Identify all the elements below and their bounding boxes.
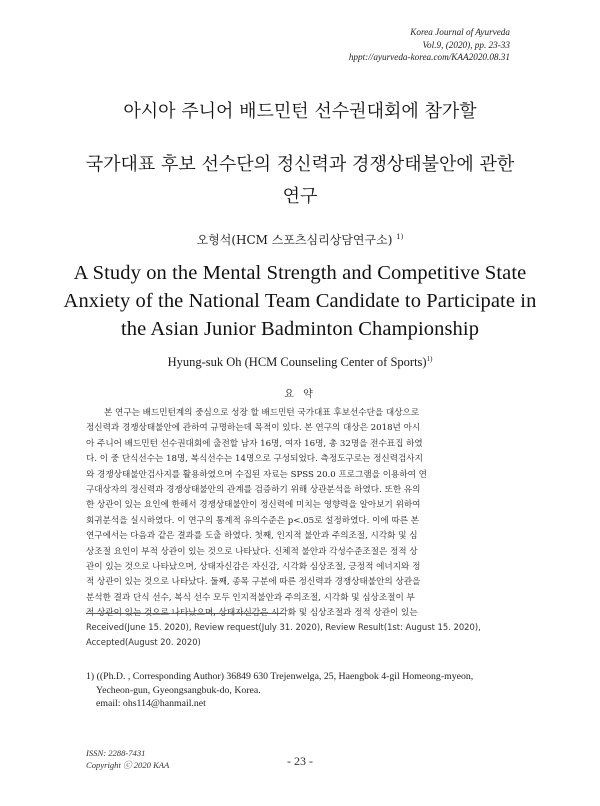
abstract-line: 한 상관이 있는 요인에 한해서 경쟁상태불안이 정신력에 미치는 영향력을 알아보기 위하여: [86, 500, 421, 511]
korean-title-line-1: 아시아 주니어 배드민턴 선수권대회에 참가할: [123, 101, 477, 122]
abstract-line: 분석한 결과 단식 선수, 복식 선수 모두 인지적불안과 주의조절, 시각화 및 심상조절이 부: [86, 592, 415, 603]
footnote-divider: [86, 613, 284, 614]
english-author-name: Hyung-suk Oh (HCM Counseling Center of Sports): [167, 355, 427, 370]
received-dates: Received(June 15. 2020), Review request(July 31. 2020), Review Result(1st: August 15. 2020), Accepted(August 20. 2020): [86, 622, 481, 647]
abstract-line: 와 경쟁상태불안검사지를 활용하였으며 수집된 자료는 SPSS 20.0 프로그램을 이용하여 연: [86, 469, 427, 480]
journal-header: [349, 26, 510, 64]
footnote-email: email: ohs114@hanmail.net: [96, 698, 206, 709]
english-title-line-2: Anxiety of the National Team Candidate to Participate in: [63, 290, 537, 312]
korean-author-mark: 1): [396, 233, 404, 241]
abstract-line: 적 상관이 있는 것으로 나타났으며, 상태자신감은 시각화 및 심상조절과 정적 상관이 있는: [86, 608, 418, 619]
abstract-line: 적 상관이 있는 것으로 나타났다. 둘째, 종목 구분에 따른 정신력과 경쟁상태불안의 상관을: [86, 577, 421, 588]
abstract-line: 상조절 요인이 부적 상관이 있는 것으로 나타났다. 신체적 불안과 각성수준조절은 정적 상: [86, 546, 418, 557]
korean-title-line-3: 연구: [282, 186, 318, 207]
english-author: [60, 355, 540, 370]
abstract-body: [86, 406, 516, 622]
english-title-line-1: A Study on the Mental Strength and Competitive State: [73, 262, 527, 284]
abstract-line: 구대상자의 정신력과 경쟁상태불안의 관계를 검증하기 위해 상관분석을 하였다. 또한 유의: [86, 485, 421, 496]
korean-author: [60, 231, 540, 248]
english-author-mark: 1): [426, 355, 433, 363]
abstract-line: 본 연구는 배드민턴계의 중심으로 성장 할 배드민턴 국가대표 후보선수단을 대상으로: [104, 408, 420, 418]
footnote-line-1: 1) ((Ph.D. , Corresponding Author) 36849 630 Trejenwelga, 25, Haengbok 4-gil Homeong-myeon,: [86, 671, 474, 682]
abstract-line: 관이 있는 것으로 나타났으며, 상태자신감은 자신감, 시각화 심상조절, 긍정적 에너지와 정: [86, 562, 421, 573]
copyright: Copyright ⓒ 2020 KAA: [86, 759, 170, 770]
journal-volume: Vol.9, (2020), pp. 23-33: [422, 39, 510, 50]
korean-title-line-2: 국가대표 후보 선수단의 정신력과 경쟁상태불안에 관한: [85, 154, 515, 175]
abstract-line: 회귀분석을 실시하였다. 이 연구의 통계적 유의수준은 p<.05로 설정하였다. 이에 따른 본: [86, 515, 420, 526]
abstract-line: 다. 이 중 단식선수는 18명, 복식선수는 14명으로 구성되었다. 측정도구로는 정신력검사지: [86, 454, 423, 465]
abstract-heading: 요 약: [284, 389, 316, 400]
footnote-line-2: Yecheon-gun, Gyeongsangbuk-do, Korea.: [96, 684, 261, 696]
journal-name: Korea Journal of Ayurveda: [410, 27, 510, 37]
page-number: - 23 -: [287, 754, 313, 768]
korean-author-name: 오형석(HCM 스포츠심리상담연구소): [196, 233, 393, 247]
abstract-line: 연구에서는 다음과 같은 결과를 도출 하였다. 첫째, 인지적 불안과 주의조절, 시각화 및 심: [86, 531, 418, 542]
issn: ISSN: 2288-7431: [86, 748, 146, 758]
abstract-line: 아 주니어 배드민턴 선수권대회에 출전할 남자 16명, 여자 16명, 총 32명을 전수표집 하였: [86, 438, 423, 449]
journal-url: hppt://ayurveda-korea.com/KAA2020.08.31: [348, 52, 510, 62]
english-title-line-3: the Asian Junior Badminton Championship: [120, 318, 480, 340]
author-footnote: [86, 670, 526, 711]
abstract-line: 정신력과 경쟁상태불안에 관하여 규명하는데 목적이 있다. 본 연구의 대상은 2018년 아시: [86, 423, 421, 434]
